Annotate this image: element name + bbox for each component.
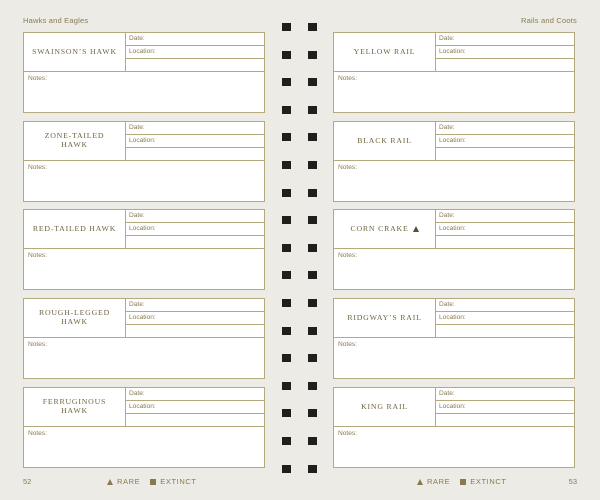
notes-field[interactable] <box>334 249 578 259</box>
left-legend <box>107 477 197 486</box>
sighting-card <box>23 32 265 113</box>
binding-hole-left <box>282 78 291 86</box>
notes-label: Notes: <box>28 252 48 259</box>
binding-hole-left <box>282 382 291 390</box>
binding-hole-left <box>282 271 291 279</box>
binding-hole-left <box>282 437 291 445</box>
location-field[interactable] <box>126 46 265 59</box>
location-label: Location: <box>129 314 156 321</box>
date-field[interactable] <box>126 299 265 312</box>
rare-triangle-icon <box>107 479 113 485</box>
bird-name-text: BLACK RAIL <box>357 135 412 145</box>
bird-name-text: SWAINSON’S HAWK <box>32 46 117 56</box>
notes-label: Notes: <box>28 430 48 437</box>
location-field[interactable] <box>436 223 575 236</box>
notes-field[interactable] <box>334 161 578 171</box>
notes-field[interactable] <box>24 161 268 171</box>
location-field[interactable] <box>126 312 265 325</box>
location-label: Location: <box>129 137 156 144</box>
binding-hole-left <box>282 106 291 114</box>
binding-hole-left <box>282 354 291 362</box>
binding-hole-left <box>282 51 291 59</box>
date-field[interactable] <box>436 210 575 223</box>
binding-hole-left <box>282 465 291 473</box>
binding-hole-left <box>282 189 291 197</box>
bird-name <box>24 299 126 338</box>
date-field[interactable] <box>126 122 265 135</box>
rare-triangle-icon <box>417 479 423 485</box>
notes-label: Notes: <box>338 75 358 82</box>
location-label: Location: <box>439 314 466 321</box>
bird-name <box>334 122 436 161</box>
binding-hole-left <box>282 244 291 252</box>
location-field[interactable] <box>436 135 575 148</box>
extra-field[interactable] <box>436 236 575 249</box>
bird-name-text: RIDGWAY’S RAIL <box>347 312 422 322</box>
date-label: Date: <box>129 35 145 42</box>
extra-field[interactable] <box>126 325 265 338</box>
notes-field[interactable] <box>334 427 578 437</box>
date-field[interactable] <box>436 388 575 401</box>
location-label: Location: <box>439 225 466 232</box>
bird-name <box>24 210 126 249</box>
sighting-card <box>23 298 265 379</box>
right-page-number: 53 <box>568 477 577 486</box>
location-label: Location: <box>439 403 466 410</box>
sighting-card <box>333 298 575 379</box>
legend-rare-label: RARE <box>117 477 141 486</box>
binding-hole-left <box>282 299 291 307</box>
bird-name <box>24 33 126 72</box>
location-label: Location: <box>129 48 156 55</box>
notes-field[interactable] <box>334 72 578 82</box>
sighting-card <box>333 32 575 113</box>
date-label: Date: <box>439 124 455 131</box>
date-field[interactable] <box>126 210 265 223</box>
location-field[interactable] <box>436 46 575 59</box>
notes-field[interactable] <box>24 249 268 259</box>
bird-name-text: ROUGH-LEGGED HAWK <box>38 308 111 326</box>
extra-field[interactable] <box>436 325 575 338</box>
sighting-card <box>333 209 575 290</box>
extra-field[interactable] <box>436 59 575 72</box>
extinct-square-icon <box>150 479 156 485</box>
left-page-number: 52 <box>23 477 32 486</box>
notes-field[interactable] <box>24 338 268 348</box>
legend-rare-label: RARE <box>427 477 451 486</box>
bird-name-text: ZONE-TAILED HAWK <box>44 131 105 149</box>
extinct-square-icon <box>460 479 466 485</box>
binding-hole-left <box>282 327 291 335</box>
bird-name-text: KING RAIL <box>361 401 408 411</box>
notes-label: Notes: <box>338 164 358 171</box>
notes-label: Notes: <box>338 430 358 437</box>
bird-name <box>24 388 126 427</box>
extra-field[interactable] <box>436 414 575 427</box>
binding-hole-left <box>282 409 291 417</box>
bird-name <box>334 388 436 427</box>
date-label: Date: <box>129 301 145 308</box>
binding-hole-left <box>282 133 291 141</box>
notes-label: Notes: <box>338 252 358 259</box>
location-field[interactable] <box>436 401 575 414</box>
date-label: Date: <box>129 212 145 219</box>
extra-field[interactable] <box>126 414 265 427</box>
left-page-header: Hawks and Eagles <box>23 16 89 25</box>
location-field[interactable] <box>436 312 575 325</box>
extra-field[interactable] <box>126 148 265 161</box>
date-field[interactable] <box>436 33 575 46</box>
location-field[interactable] <box>126 401 265 414</box>
notes-label: Notes: <box>338 341 358 348</box>
bird-name <box>334 33 436 72</box>
extra-field[interactable] <box>436 148 575 161</box>
date-field[interactable] <box>436 122 575 135</box>
legend-extinct-label: EXTINCT <box>470 477 507 486</box>
date-field[interactable] <box>436 299 575 312</box>
date-field[interactable] <box>126 388 265 401</box>
date-label: Date: <box>129 390 145 397</box>
notes-field[interactable] <box>24 427 268 437</box>
location-label: Location: <box>129 225 156 232</box>
bird-name-text: CORN CRAKE <box>350 223 409 233</box>
bird-name <box>334 210 436 249</box>
date-label: Date: <box>439 212 455 219</box>
date-label: Date: <box>439 35 455 42</box>
bird-name-text: RED-TAILED HAWK <box>32 223 117 233</box>
sighting-card <box>333 121 575 202</box>
notes-label: Notes: <box>28 341 48 348</box>
bird-name-text: FERRUGINOUS HAWK <box>42 397 107 415</box>
binding-hole-left <box>282 216 291 224</box>
location-label: Location: <box>129 403 156 410</box>
location-field[interactable] <box>126 135 265 148</box>
extra-field[interactable] <box>126 59 265 72</box>
notes-label: Notes: <box>28 75 48 82</box>
location-field[interactable] <box>126 223 265 236</box>
date-field[interactable] <box>126 33 265 46</box>
sighting-card <box>333 387 575 468</box>
sighting-card <box>23 209 265 290</box>
right-page-header: Rails and Coots <box>521 16 577 25</box>
bird-name <box>24 122 126 161</box>
notes-field[interactable] <box>24 72 268 82</box>
bird-name-text: YELLOW RAIL <box>353 46 416 56</box>
extra-field[interactable] <box>126 236 265 249</box>
legend-extinct-label: EXTINCT <box>160 477 197 486</box>
sighting-card <box>23 387 265 468</box>
location-label: Location: <box>439 48 466 55</box>
location-label: Location: <box>439 137 466 144</box>
right-legend <box>417 477 507 486</box>
right-page <box>300 0 600 500</box>
notes-field[interactable] <box>334 338 578 348</box>
date-label: Date: <box>439 390 455 397</box>
rare-triangle-icon <box>413 226 419 232</box>
sighting-card <box>23 121 265 202</box>
date-label: Date: <box>129 124 145 131</box>
bird-name <box>334 299 436 338</box>
date-label: Date: <box>439 301 455 308</box>
binding-hole-left <box>282 23 291 31</box>
notes-label: Notes: <box>28 164 48 171</box>
binding-hole-left <box>282 161 291 169</box>
